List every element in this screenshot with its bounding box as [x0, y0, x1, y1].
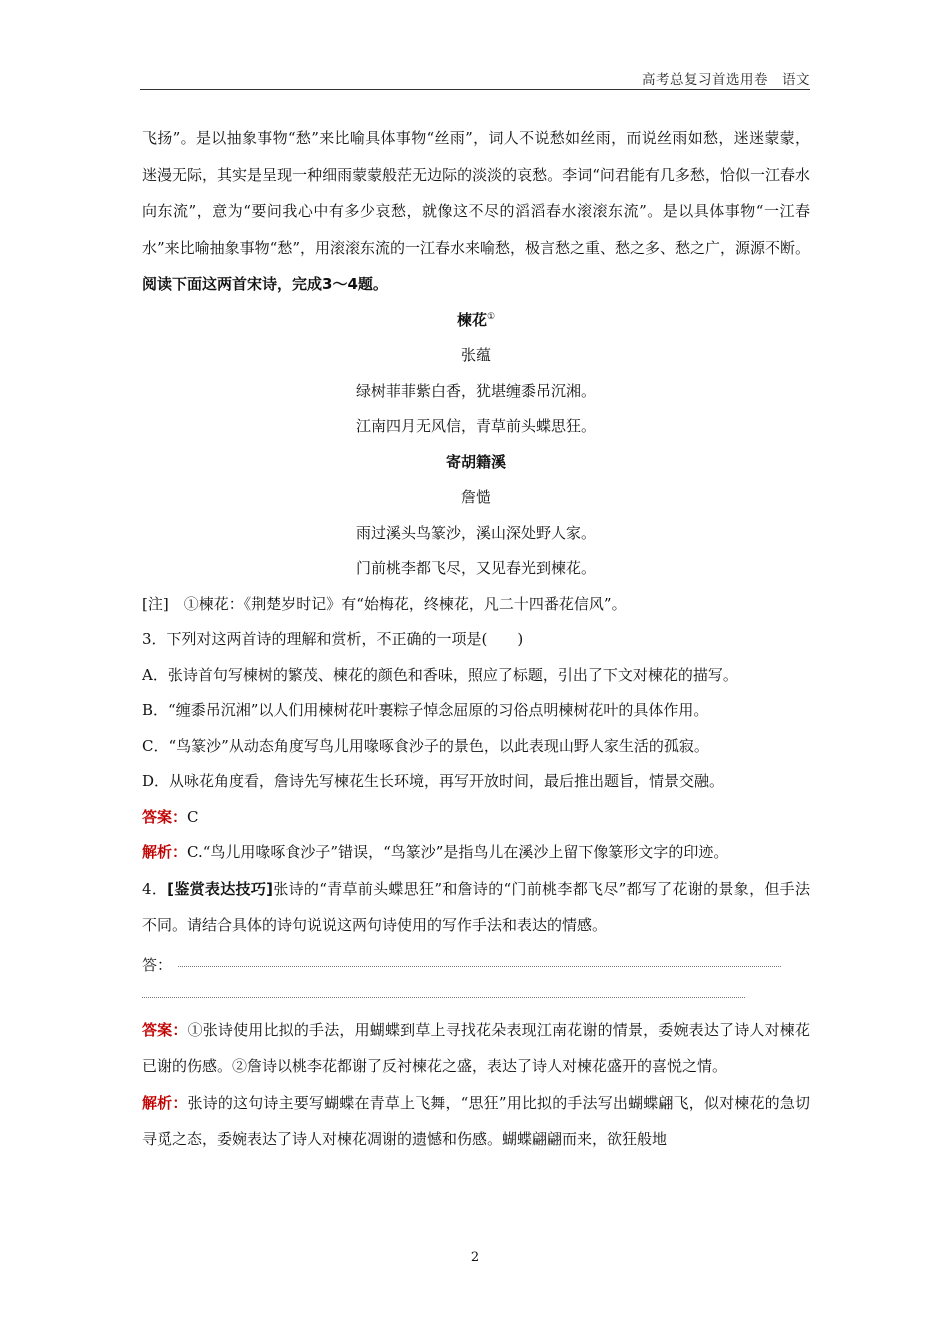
poem1-line-1: 绿树菲菲紫白香，犹堪缠黍吊沉湘。	[355, 381, 596, 400]
q3-analysis-label: 解析：	[142, 843, 188, 861]
q4-analysis-label: 解析：	[142, 1093, 188, 1112]
q4-stem	[142, 871, 810, 944]
q3-option-a: A．张诗首句写楝树的繁茂、楝花的颜色和香味，照应了标题，引出了下文对楝花的描写。	[142, 665, 738, 684]
header-title: 高考总复习首选用卷 语文	[642, 72, 810, 88]
answer-blank-line-2[interactable]	[142, 979, 745, 998]
note-text: ①楝花：《荆楚岁时记》有“始梅花，终楝花，凡二十四番花信风”。	[183, 594, 627, 613]
poem1-title: 楝花	[456, 310, 487, 329]
note-label: [注]	[142, 594, 169, 613]
poem1-author: 张蕴	[460, 346, 491, 364]
q4-answer	[142, 1012, 810, 1085]
q3-option-b: B．“缠黍吊沉湘”以人们用楝树花叶裹粽子悼念屈原的习俗点明楝树花叶的具体作用。	[142, 701, 709, 719]
reading-instruction: 阅读下面这两首宋诗，完成3～4题。	[142, 275, 388, 293]
header-rule	[140, 89, 810, 90]
poem2-author: 詹慥	[460, 488, 491, 506]
q4-stem-text: 张诗的“青草前头蝶思狂”和詹诗的“门前桃李都飞尽”都写了花谢的景象，但手法不同。请结合具体的诗句说说这两句诗使用的写作手法和表达的情感。	[142, 879, 810, 934]
q4-answer-label: 答案：	[142, 1020, 188, 1039]
poem1-line-2: 江南四月无风信，青草前头蝶思狂。	[355, 417, 596, 435]
q3-stem: 3．下列对这两首诗的理解和赏析，不正确的一项是( )	[142, 630, 524, 648]
q3-answer-label: 答案：	[142, 807, 188, 826]
poem2-title: 寄胡籍溪	[445, 452, 506, 471]
page-number: 2	[470, 1250, 480, 1265]
q3-answer	[142, 800, 810, 836]
poem2-line-1: 雨过溪头鸟篆沙，溪山深处野人家。	[355, 523, 596, 542]
poem1-note-mark: ①	[486, 311, 496, 322]
q4-answer-text: ①张诗使用比拟的手法，用蝴蝶到草上寻找花朵表现江南花谢的情景，委婉表达了诗人对楝花已谢的伤感。②詹诗以桃李花都谢了反衬楝花之盛，表达了诗人对楝花盛开的喜悦之情。	[142, 1020, 810, 1075]
q3-analysis	[142, 835, 810, 871]
q3-option-c: C．“鸟篆沙”从动态角度写鸟儿用喙啄食沙子的景色，以此表现山野人家生活的孤寂。	[142, 736, 709, 755]
q3-answer-value: C	[187, 807, 199, 826]
q3-option-d: D．从咏花角度看，詹诗先写楝花生长环境，再写开放时间，最后推出题旨，情景交融。	[142, 772, 725, 790]
intro-paragraph: 飞扬”。是以抽象事物“愁”来比喻具体事物“丝雨”，词人不说愁如丝雨，而说丝雨如愁，迷迷蒙蒙，迷漫无际，其实是呈现一种细雨蒙蒙般茫无边际的淡淡的哀愁。李词“问君能有几多愁，恰似一江春水向东流”，意为“要问我心中有多少哀愁，就像这不尽的滔滔春水滚滚东流”。是以具体事物“一江春水”来比喻抽象事物“愁”，用滚滚东流的一江春水来喻愁，极言愁之重、愁之多、愁之广，源源不断。	[142, 129, 811, 257]
answer-blank-line-1[interactable]	[178, 966, 781, 967]
q4-answer-line	[142, 944, 810, 979]
poem2-line-2: 门前桃李都飞尽，又见春光到楝花。	[355, 559, 596, 577]
q4-tag: [鉴赏表达技巧]	[167, 879, 274, 898]
q4-number: 4．	[142, 879, 168, 898]
q3-analysis-text: C.“鸟儿用喙啄食沙子”错误，“鸟篆沙”是指鸟儿在溪沙上留下像篆形文字的印迹。	[187, 843, 729, 861]
poem-note	[142, 587, 810, 623]
poem1-title-line	[142, 303, 810, 339]
q4-analysis-text: 张诗的这句诗主要写蝴蝶在青草上飞舞，“思狂”用比拟的手法写出蝴蝶翩飞，似对楝花的急切寻觅之态，委婉表达了诗人对楝花凋谢的遗憾和伤感。蝴蝶翩翩而来，欲狂般地	[142, 1093, 810, 1148]
q4-answer-prompt: 答：	[142, 955, 173, 974]
page-content	[142, 120, 810, 1158]
q4-analysis	[142, 1085, 810, 1158]
